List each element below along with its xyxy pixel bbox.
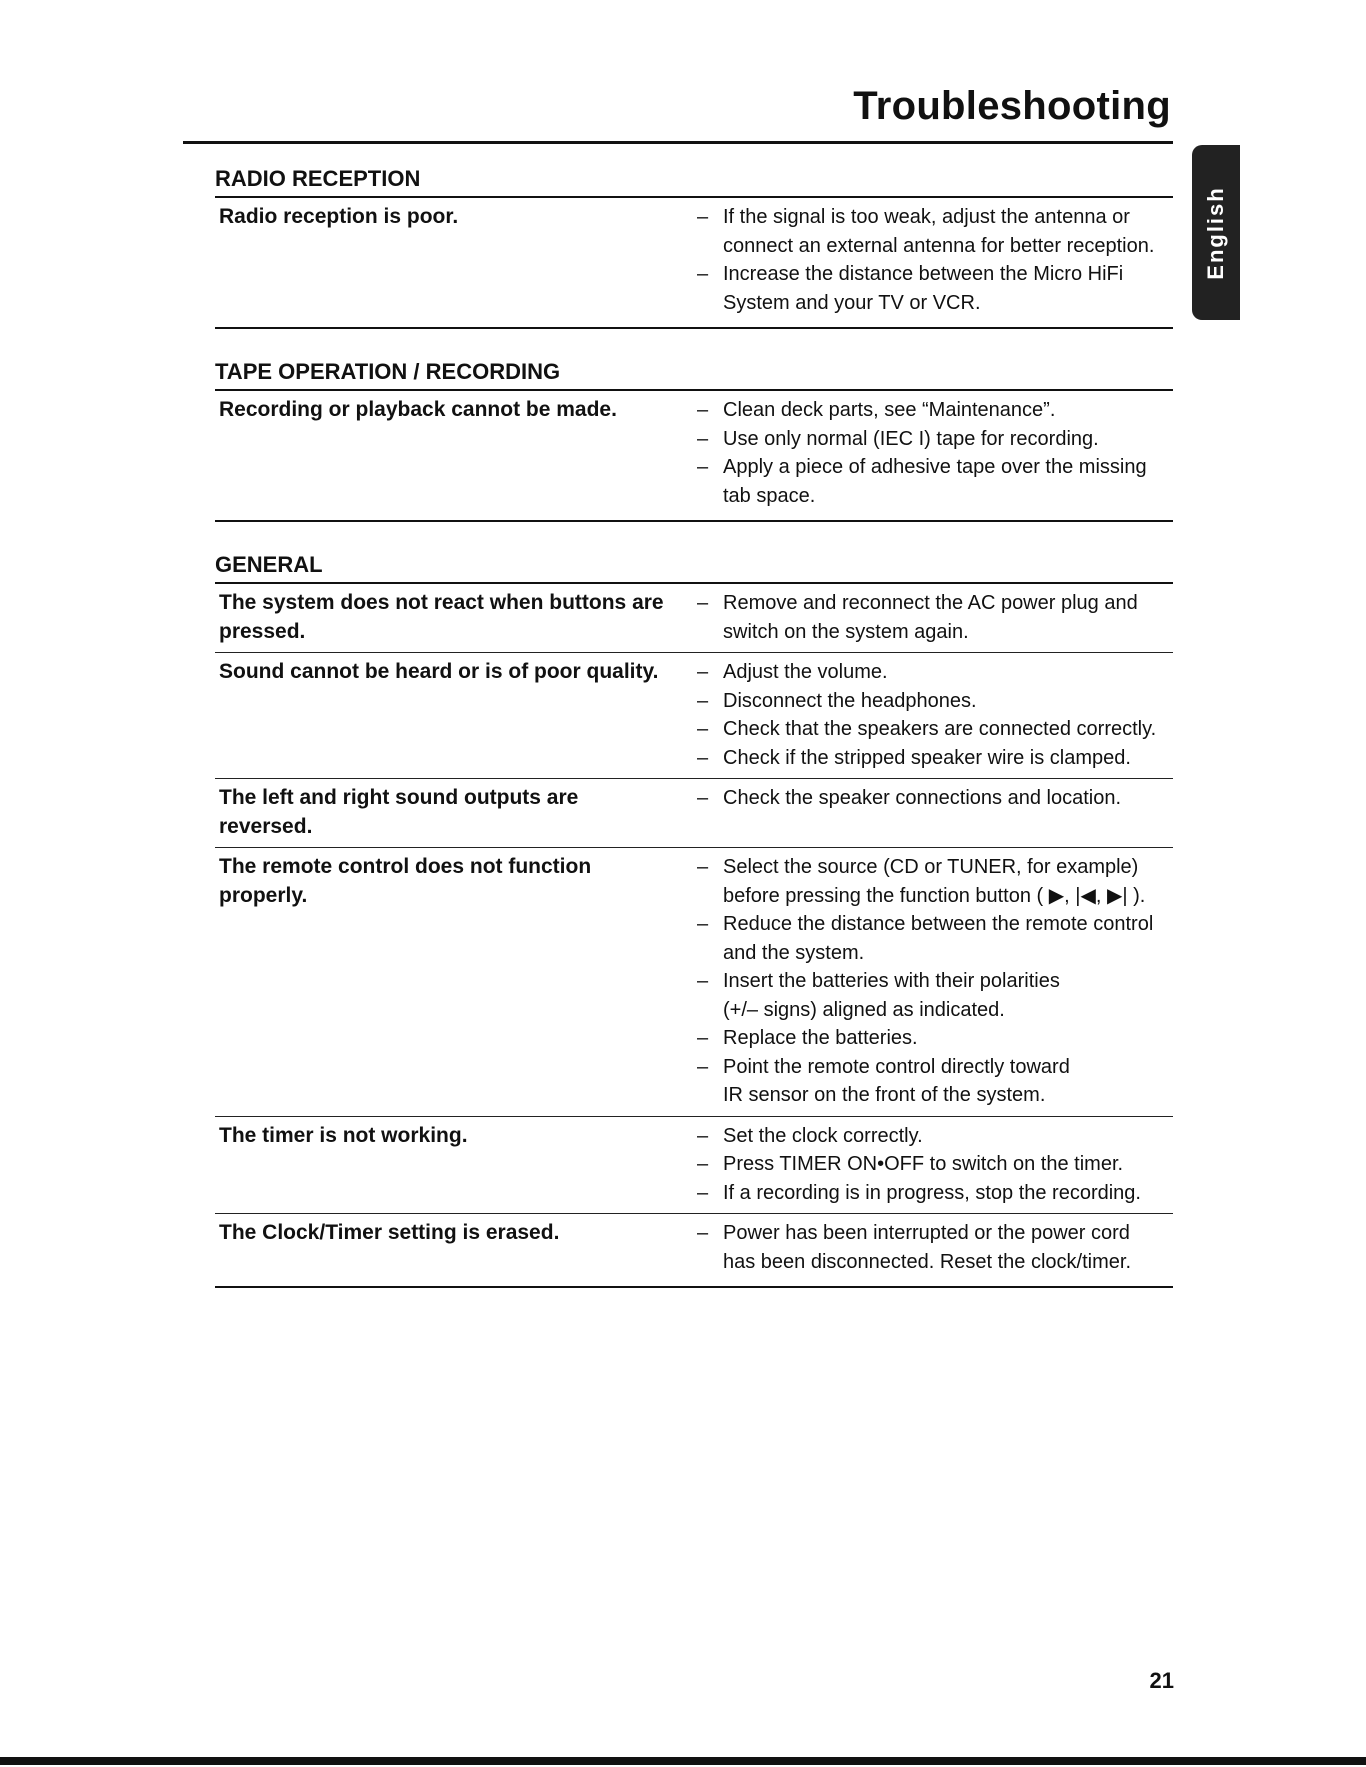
solution-text: Power has been interrupted or the power cord has been disconnected. Reset the clock/timer. [723, 1222, 1132, 1273]
dash-bullet-icon: – [697, 970, 709, 992]
dash-bullet-icon: – [697, 856, 709, 878]
troubleshooting-row [215, 198, 1173, 329]
solution-item [685, 1219, 1173, 1276]
solution-item [685, 715, 1173, 744]
solution-item [685, 1024, 1173, 1053]
solution-list [685, 396, 1173, 510]
title-divider [183, 141, 1173, 144]
dash-bullet-icon: – [697, 206, 709, 228]
dash-bullet-icon: – [697, 1027, 709, 1049]
problem-text: The timer is not working. [219, 1123, 468, 1147]
troubleshooting-row [215, 391, 1173, 522]
dash-bullet-icon: – [697, 263, 709, 285]
dash-bullet-icon: – [697, 746, 709, 769]
solution-item [685, 910, 1173, 967]
section-heading: RADIO RECEPTION [215, 166, 421, 191]
solution-item [685, 1179, 1173, 1208]
solution-text: Adjust the volume. [723, 661, 888, 683]
troubleshooting-row [215, 1214, 1173, 1288]
dash-bullet-icon: – [697, 689, 709, 712]
solution-item [685, 260, 1173, 317]
problem-text: The left and right sound outputs are reversed. [219, 786, 579, 838]
dash-bullet-icon: – [697, 661, 709, 683]
solution-text: Check that the speakers are connected correctly. [723, 718, 1157, 740]
solution-list [685, 784, 1173, 841]
problem-text: Sound cannot be heard or is of poor quality. [219, 660, 659, 683]
section [215, 357, 1173, 522]
language-tab [1192, 145, 1240, 320]
solution-text: Use only normal (IEC I) tape for recording. [723, 427, 1099, 450]
dash-bullet-icon: – [697, 1055, 709, 1078]
solution-list [685, 589, 1173, 646]
solution-text: Clean deck parts, see “Maintenance”. [723, 399, 1056, 421]
solution-item [685, 744, 1173, 773]
troubleshooting-row [215, 848, 1173, 1117]
troubleshooting-row [215, 779, 1173, 848]
language-tab-label: English [1203, 185, 1228, 280]
dash-bullet-icon: – [697, 787, 709, 809]
solution-text: Press TIMER ON•OFF to switch on the timer. [723, 1153, 1124, 1175]
solution-item [685, 967, 1173, 1024]
troubleshooting-row [215, 584, 1173, 653]
troubleshooting-table [215, 164, 1173, 1316]
troubleshooting-row [215, 653, 1173, 779]
problem-text: Radio reception is poor. [219, 205, 459, 228]
solution-text: Insert the batteries with their polarities (+/– signs) aligned as indicated. [723, 970, 1060, 1021]
section [215, 164, 1173, 329]
solution-text: Check if the stripped speaker wire is clamped. [723, 746, 1131, 769]
problem-text: The Clock/Timer setting is erased. [219, 1221, 560, 1244]
solution-item [685, 453, 1173, 510]
problem-text: The remote control does not function properly. [219, 855, 592, 907]
solution-text: Check the speaker connections and location. [723, 787, 1122, 809]
dash-bullet-icon: – [697, 1124, 709, 1147]
solution-text: Point the remote control directly toward IR sensor on the front of the system. [723, 1055, 1070, 1106]
solution-text: Replace the batteries. [723, 1027, 918, 1049]
dash-bullet-icon: – [697, 1222, 709, 1244]
solution-list [685, 203, 1173, 317]
problem-text: Recording or playback cannot be made. [219, 398, 617, 421]
solution-text: Increase the distance between the Micro HiFi System and your TV or VCR. [723, 263, 1124, 314]
dash-bullet-icon: – [697, 592, 709, 614]
dash-bullet-icon: – [697, 718, 709, 740]
solution-text: Apply a piece of adhesive tape over the missing tab space. [723, 456, 1147, 507]
solution-list [685, 658, 1173, 772]
dash-bullet-icon: – [697, 1153, 709, 1175]
solution-item [685, 1150, 1173, 1179]
solution-item [685, 203, 1173, 260]
solution-item [685, 589, 1173, 646]
solution-text: Select the source (CD or TUNER, for example) before pressing the function button ( ▶, |◀, ▶| ). [723, 856, 1146, 907]
solution-item [685, 853, 1173, 910]
solution-item [685, 784, 1173, 813]
troubleshooting-row [215, 1117, 1173, 1215]
solution-text: Set the clock correctly. [723, 1124, 923, 1147]
dash-bullet-icon: – [697, 913, 709, 935]
solution-item [685, 396, 1173, 425]
section-heading: GENERAL [215, 552, 323, 577]
solution-item [685, 1122, 1173, 1151]
problem-text: The system does not react when buttons are pressed. [219, 591, 664, 643]
dash-bullet-icon: – [697, 456, 709, 478]
page-number: 21 [1149, 1668, 1174, 1693]
section-heading: TAPE OPERATION / RECORDING [215, 359, 561, 384]
solution-text: If the signal is too weak, adjust the antenna or connect an external antenna for better reception. [723, 206, 1155, 257]
solution-item [685, 687, 1173, 716]
solution-text: Disconnect the headphones. [723, 689, 977, 712]
solution-list [685, 1219, 1173, 1276]
solution-item [685, 425, 1173, 454]
dash-bullet-icon: – [697, 399, 709, 421]
dash-bullet-icon: – [697, 1181, 709, 1204]
solution-text: If a recording is in progress, stop the recording. [723, 1181, 1141, 1204]
page-title: Troubleshooting [853, 84, 1171, 128]
solution-list [685, 1122, 1173, 1208]
solution-text: Reduce the distance between the remote control and the system. [723, 913, 1154, 964]
solution-item [685, 1053, 1173, 1110]
page-bottom-border [0, 1757, 1366, 1765]
solution-text: Remove and reconnect the AC power plug and switch on the system again. [723, 592, 1138, 643]
solution-list [685, 853, 1173, 1110]
section [215, 550, 1173, 1288]
dash-bullet-icon: – [697, 427, 709, 450]
solution-item [685, 658, 1173, 687]
